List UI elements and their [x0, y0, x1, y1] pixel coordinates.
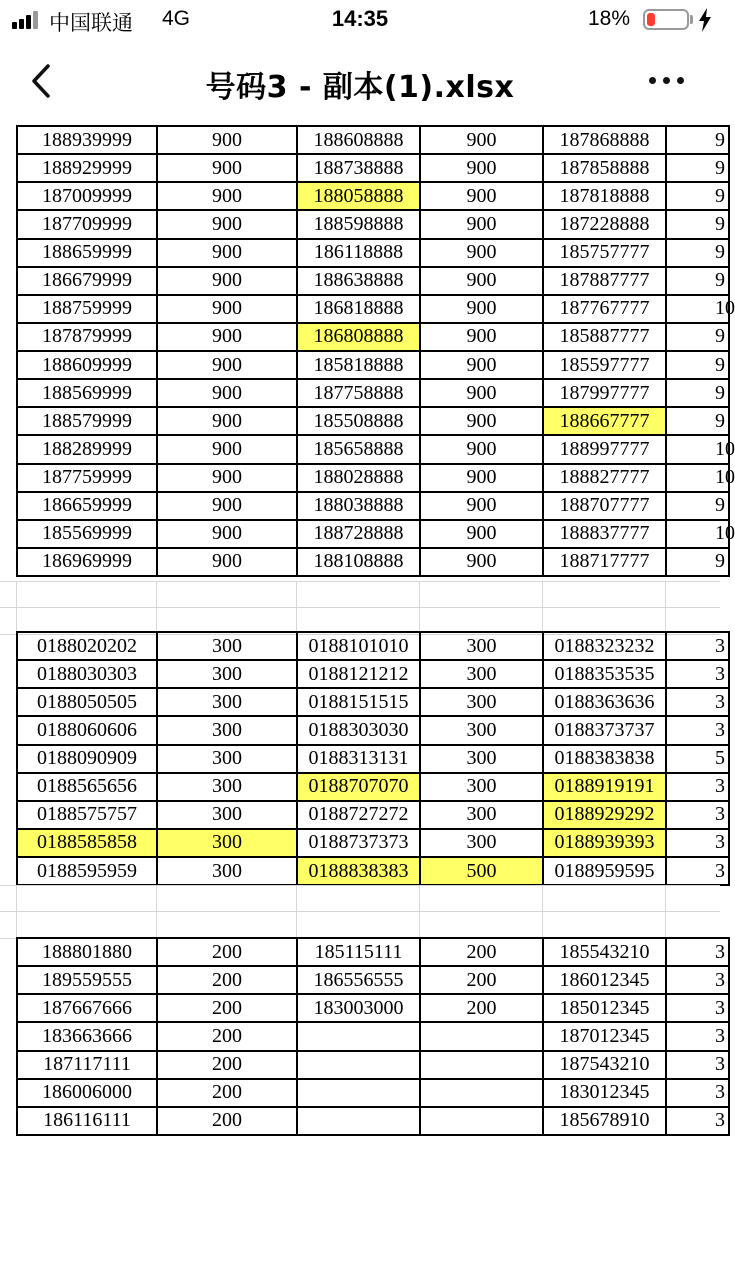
table-cell[interactable]: 3	[666, 632, 729, 660]
status-time: 14:35	[331, 6, 389, 31]
status-bar	[0, 0, 720, 40]
table-cell[interactable]: 3	[666, 966, 729, 994]
table-cell[interactable]: 300	[157, 857, 297, 885]
table-cell[interactable]: 200	[157, 994, 297, 1022]
table-cell[interactable]: 186012345	[543, 966, 666, 994]
table-cell[interactable]: 900	[420, 351, 543, 379]
table-cell[interactable]: 0188020202	[17, 632, 157, 660]
table-cell[interactable]: 9	[666, 492, 729, 520]
table-row	[17, 492, 729, 520]
empty-rows	[0, 885, 720, 939]
table-cell[interactable]: 900	[157, 295, 297, 323]
table-cell[interactable]: 900	[420, 407, 543, 435]
table-cell[interactable]: 183663666	[17, 1022, 157, 1050]
table-cell[interactable]: 0188737373	[297, 829, 420, 857]
table-cell[interactable]: 187012345	[543, 1022, 666, 1050]
table-row	[17, 857, 729, 885]
table-cell[interactable]: 187667666	[17, 994, 157, 1022]
table-row	[17, 407, 729, 435]
table-cell[interactable]: 200	[157, 1107, 297, 1135]
table-row	[17, 210, 729, 238]
table-row	[17, 182, 729, 210]
number-table-900	[16, 125, 735, 577]
table-cell[interactable]: 0188727272	[297, 801, 420, 829]
table-cell[interactable]: 900	[157, 126, 297, 154]
table-cell[interactable]: 300	[420, 660, 543, 688]
spreadsheet-view[interactable]	[0, 120, 735, 1280]
table-cell[interactable]: 900	[157, 464, 297, 492]
empty-rows	[0, 581, 720, 635]
table-cell[interactable]: 3	[666, 1051, 729, 1079]
table-cell[interactable]: 200	[420, 994, 543, 1022]
table-cell[interactable]: 900	[420, 548, 543, 576]
table-row	[17, 632, 729, 660]
table-cell[interactable]: 900	[420, 267, 543, 295]
table-cell[interactable]	[420, 1107, 543, 1135]
table-cell[interactable]: 0188090909	[17, 745, 157, 773]
table-cell[interactable]: 9	[666, 379, 729, 407]
table-cell[interactable]: 0188585858	[17, 829, 157, 857]
table-cell[interactable]: 900	[420, 295, 543, 323]
table-cell[interactable]: 300	[420, 716, 543, 744]
table-cell[interactable]: 900	[157, 267, 297, 295]
number-table-300	[16, 631, 730, 886]
table-cell[interactable]: 186659999	[17, 492, 157, 520]
table-row	[17, 773, 729, 801]
table-cell[interactable]	[297, 1051, 420, 1079]
table-cell[interactable]: 188827777	[543, 464, 666, 492]
table-cell[interactable]: 9	[666, 154, 729, 182]
table-row	[17, 295, 729, 323]
table-cell[interactable]: 3	[666, 938, 729, 966]
table-cell[interactable]: 185658888	[297, 435, 420, 463]
table-cell[interactable]: 900	[420, 379, 543, 407]
table-row	[17, 801, 729, 829]
table-cell[interactable]: 0188575757	[17, 801, 157, 829]
table-cell[interactable]: 187879999	[17, 323, 157, 351]
table-cell[interactable]: 188997777	[543, 435, 666, 463]
table-cell[interactable]: 900	[157, 210, 297, 238]
table-cell[interactable]: 3	[666, 688, 729, 716]
table-cell[interactable]: 188058888	[297, 182, 420, 210]
table-row	[17, 716, 729, 744]
table-cell[interactable]: 0188303030	[297, 716, 420, 744]
table-cell[interactable]: 0188363636	[543, 688, 666, 716]
table-cell[interactable]: 188609999	[17, 351, 157, 379]
table-cell[interactable]: 183003000	[297, 994, 420, 1022]
table-cell[interactable]: 900	[420, 154, 543, 182]
table-cell[interactable]: 10	[666, 295, 729, 323]
table-cell[interactable]: 900	[157, 520, 297, 548]
table-cell[interactable]: 9	[666, 407, 729, 435]
number-table-200	[16, 937, 730, 1136]
table-cell[interactable]: 0188595959	[17, 857, 157, 885]
table-cell[interactable]: 185115111	[297, 938, 420, 966]
table-cell[interactable]: 900	[420, 126, 543, 154]
table-cell[interactable]: 188707777	[543, 492, 666, 520]
table-cell[interactable]: 300	[157, 688, 297, 716]
table-cell[interactable]: 3	[666, 1079, 729, 1107]
table-cell[interactable]: 200	[157, 1051, 297, 1079]
table-cell[interactable]: 300	[157, 716, 297, 744]
table-cell[interactable]: 186679999	[17, 267, 157, 295]
table-cell[interactable]: 188728888	[297, 520, 420, 548]
table-cell[interactable]: 0188313131	[297, 745, 420, 773]
table-cell[interactable]: 300	[420, 745, 543, 773]
table-cell[interactable]: 0188060606	[17, 716, 157, 744]
table-cell[interactable]: 188028888	[297, 464, 420, 492]
table-cell[interactable]: 0188929292	[543, 801, 666, 829]
table-cell[interactable]: 185508888	[297, 407, 420, 435]
battery-percent: 18%	[588, 7, 631, 30]
table-cell[interactable]: 5	[666, 745, 729, 773]
table-cell[interactable]: 3	[666, 1022, 729, 1050]
table-cell[interactable]: 186006000	[17, 1079, 157, 1107]
table-row	[17, 126, 729, 154]
table-cell[interactable]: 0188101010	[297, 632, 420, 660]
table-cell[interactable]: 900	[420, 464, 543, 492]
table-cell[interactable]	[420, 1022, 543, 1050]
network-type: 4G	[162, 7, 191, 30]
table-cell[interactable]: 10	[666, 520, 729, 548]
table-cell[interactable]: 187997777	[543, 379, 666, 407]
table-cell[interactable]: 3	[666, 1107, 729, 1135]
table-cell[interactable]: 900	[157, 239, 297, 267]
table-cell[interactable]: 185818888	[297, 351, 420, 379]
table-row	[17, 660, 729, 688]
table-cell[interactable]: 9	[666, 323, 729, 351]
table-cell[interactable]: 0188838383	[297, 857, 420, 885]
table-cell[interactable]: 9	[666, 210, 729, 238]
table-cell[interactable]: 188659999	[17, 239, 157, 267]
table-cell[interactable]: 188579999	[17, 407, 157, 435]
table-cell[interactable]: 0188353535	[543, 660, 666, 688]
table-cell[interactable]: 200	[157, 938, 297, 966]
table-cell[interactable]: 3	[666, 716, 729, 744]
table-cell[interactable]: 188638888	[297, 267, 420, 295]
table-cell[interactable]: 300	[157, 829, 297, 857]
table-cell[interactable]: 187009999	[17, 182, 157, 210]
table-cell[interactable]: 9	[666, 239, 729, 267]
table-cell[interactable]: 900	[157, 548, 297, 576]
battery-icon	[643, 9, 689, 30]
table-cell[interactable]: 185012345	[543, 994, 666, 1022]
table-row	[17, 1051, 729, 1079]
table-cell[interactable]: 200	[157, 966, 297, 994]
table-cell[interactable]: 900	[157, 323, 297, 351]
table-row	[17, 379, 729, 407]
table-cell[interactable]: 3	[666, 994, 729, 1022]
table-row	[17, 1079, 729, 1107]
table-cell[interactable]: 186118888	[297, 239, 420, 267]
table-row	[17, 994, 729, 1022]
table-cell[interactable]: 0188919191	[543, 773, 666, 801]
table-row	[17, 1022, 729, 1050]
table-row	[17, 548, 729, 576]
table-cell[interactable]: 187767777	[543, 295, 666, 323]
table-cell[interactable]: 187758888	[297, 379, 420, 407]
more-dots-icon[interactable]	[643, 68, 691, 92]
table-cell[interactable]: 300	[420, 773, 543, 801]
table-cell[interactable]: 300	[157, 745, 297, 773]
table-cell[interactable]: 300	[420, 632, 543, 660]
table-cell[interactable]: 188108888	[297, 548, 420, 576]
table-cell[interactable]: 10	[666, 464, 729, 492]
table-cell[interactable]: 185678910	[543, 1107, 666, 1135]
table-cell[interactable]: 187543210	[543, 1051, 666, 1079]
battery-cap	[690, 15, 693, 24]
table-row	[17, 267, 729, 295]
table-cell[interactable]: 3	[666, 801, 729, 829]
table-cell[interactable]: 0188565656	[17, 773, 157, 801]
table-cell[interactable]: 186556555	[297, 966, 420, 994]
table-cell[interactable]: 187887777	[543, 267, 666, 295]
table-cell[interactable]: 188837777	[543, 520, 666, 548]
table-cell[interactable]: 188667777	[543, 407, 666, 435]
table-cell[interactable]: 183012345	[543, 1079, 666, 1107]
table-cell[interactable]: 185543210	[543, 938, 666, 966]
table-cell[interactable]	[420, 1051, 543, 1079]
table-cell[interactable]: 900	[157, 435, 297, 463]
carrier-name: 中国联通	[49, 11, 133, 35]
table-cell[interactable]: 900	[420, 435, 543, 463]
table-cell[interactable]: 185757777	[543, 239, 666, 267]
table-cell[interactable]: 200	[157, 1022, 297, 1050]
table-row	[17, 938, 729, 966]
table-cell[interactable]	[420, 1079, 543, 1107]
table-cell[interactable]: 900	[157, 351, 297, 379]
table-row	[17, 435, 729, 463]
table-cell[interactable]: 188569999	[17, 379, 157, 407]
table-cell[interactable]: 188738888	[297, 154, 420, 182]
table-cell[interactable]: 188939999	[17, 126, 157, 154]
table-cell[interactable]: 900	[157, 182, 297, 210]
table-cell[interactable]: 188717777	[543, 548, 666, 576]
table-cell[interactable]: 0188373737	[543, 716, 666, 744]
table-cell[interactable]: 900	[420, 182, 543, 210]
table-cell[interactable]: 0188959595	[543, 857, 666, 885]
table-cell[interactable]: 300	[420, 801, 543, 829]
table-cell[interactable]: 10	[666, 435, 729, 463]
table-cell[interactable]: 300	[420, 829, 543, 857]
table-row	[17, 520, 729, 548]
table-cell[interactable]: 187228888	[543, 210, 666, 238]
table-cell[interactable]: 900	[420, 210, 543, 238]
table-cell[interactable]: 900	[157, 154, 297, 182]
table-cell[interactable]: 900	[157, 379, 297, 407]
table-cell[interactable]: 188759999	[17, 295, 157, 323]
table-cell[interactable]: 9	[666, 548, 729, 576]
table-cell[interactable]: 9	[666, 267, 729, 295]
table-cell[interactable]: 188929999	[17, 154, 157, 182]
table-row	[17, 829, 729, 857]
table-cell[interactable]: 187868888	[543, 126, 666, 154]
table-cell[interactable]: 9	[666, 126, 729, 154]
table-cell[interactable]: 185887777	[543, 323, 666, 351]
table-cell[interactable]: 9	[666, 351, 729, 379]
charging-bolt-icon	[698, 8, 712, 32]
table-cell[interactable]: 300	[157, 632, 297, 660]
table-cell[interactable]: 188801880	[17, 938, 157, 966]
table-row	[17, 154, 729, 182]
table-cell[interactable]: 188608888	[297, 126, 420, 154]
table-cell[interactable]	[297, 1079, 420, 1107]
table-cell[interactable]: 900	[420, 520, 543, 548]
table-cell[interactable]: 0188151515	[297, 688, 420, 716]
table-cell[interactable]: 3	[666, 773, 729, 801]
table-cell[interactable]: 300	[157, 660, 297, 688]
table-cell[interactable]: 300	[157, 801, 297, 829]
table-cell[interactable]: 189559555	[17, 966, 157, 994]
table-row	[17, 1107, 729, 1135]
table-row	[17, 688, 729, 716]
table-cell[interactable]: 0188121212	[297, 660, 420, 688]
table-cell[interactable]: 0188323232	[543, 632, 666, 660]
table-row	[17, 464, 729, 492]
table-cell[interactable]: 500	[420, 857, 543, 885]
table-cell[interactable]: 200	[157, 1079, 297, 1107]
table-row	[17, 239, 729, 267]
table-cell[interactable]: 185569999	[17, 520, 157, 548]
table-cell[interactable]: 0188030303	[17, 660, 157, 688]
table-cell[interactable]: 300	[420, 688, 543, 716]
table-cell[interactable]: 200	[420, 938, 543, 966]
table-cell[interactable]: 3	[666, 829, 729, 857]
table-cell[interactable]: 188038888	[297, 492, 420, 520]
table-cell[interactable]: 0188707070	[297, 773, 420, 801]
table-cell[interactable]: 187818888	[543, 182, 666, 210]
table-cell[interactable]: 187759999	[17, 464, 157, 492]
table-cell[interactable]: 188289999	[17, 435, 157, 463]
table-cell[interactable]: 300	[157, 773, 297, 801]
table-cell[interactable]: 900	[420, 239, 543, 267]
table-cell[interactable]: 185597777	[543, 351, 666, 379]
table-cell[interactable]: 187858888	[543, 154, 666, 182]
table-cell[interactable]: 0188050505	[17, 688, 157, 716]
table-cell[interactable]: 186808888	[297, 323, 420, 351]
table-cell[interactable]	[297, 1022, 420, 1050]
table-cell[interactable]: 187709999	[17, 210, 157, 238]
table-cell[interactable]: 0188383838	[543, 745, 666, 773]
table-cell[interactable]: 186116111	[17, 1107, 157, 1135]
table-cell[interactable]	[297, 1107, 420, 1135]
table-row	[17, 323, 729, 351]
battery-level-fill	[647, 13, 655, 26]
table-cell[interactable]: 186969999	[17, 548, 157, 576]
table-cell[interactable]: 3	[666, 857, 729, 885]
table-cell[interactable]: 900	[157, 407, 297, 435]
table-cell[interactable]: 900	[420, 492, 543, 520]
table-cell[interactable]: 186818888	[297, 295, 420, 323]
table-cell[interactable]: 200	[420, 966, 543, 994]
table-cell[interactable]: 187117111	[17, 1051, 157, 1079]
table-cell[interactable]: 3	[666, 660, 729, 688]
table-row	[17, 745, 729, 773]
table-cell[interactable]: 900	[157, 492, 297, 520]
nav-bar	[0, 40, 720, 120]
table-row	[17, 351, 729, 379]
table-row	[17, 966, 729, 994]
table-cell[interactable]: 0188939393	[543, 829, 666, 857]
page-title: 号码3 - 副本(1).xlsx	[205, 70, 515, 105]
table-cell[interactable]: 188598888	[297, 210, 420, 238]
table-cell[interactable]: 9	[666, 182, 729, 210]
table-cell[interactable]: 900	[420, 323, 543, 351]
